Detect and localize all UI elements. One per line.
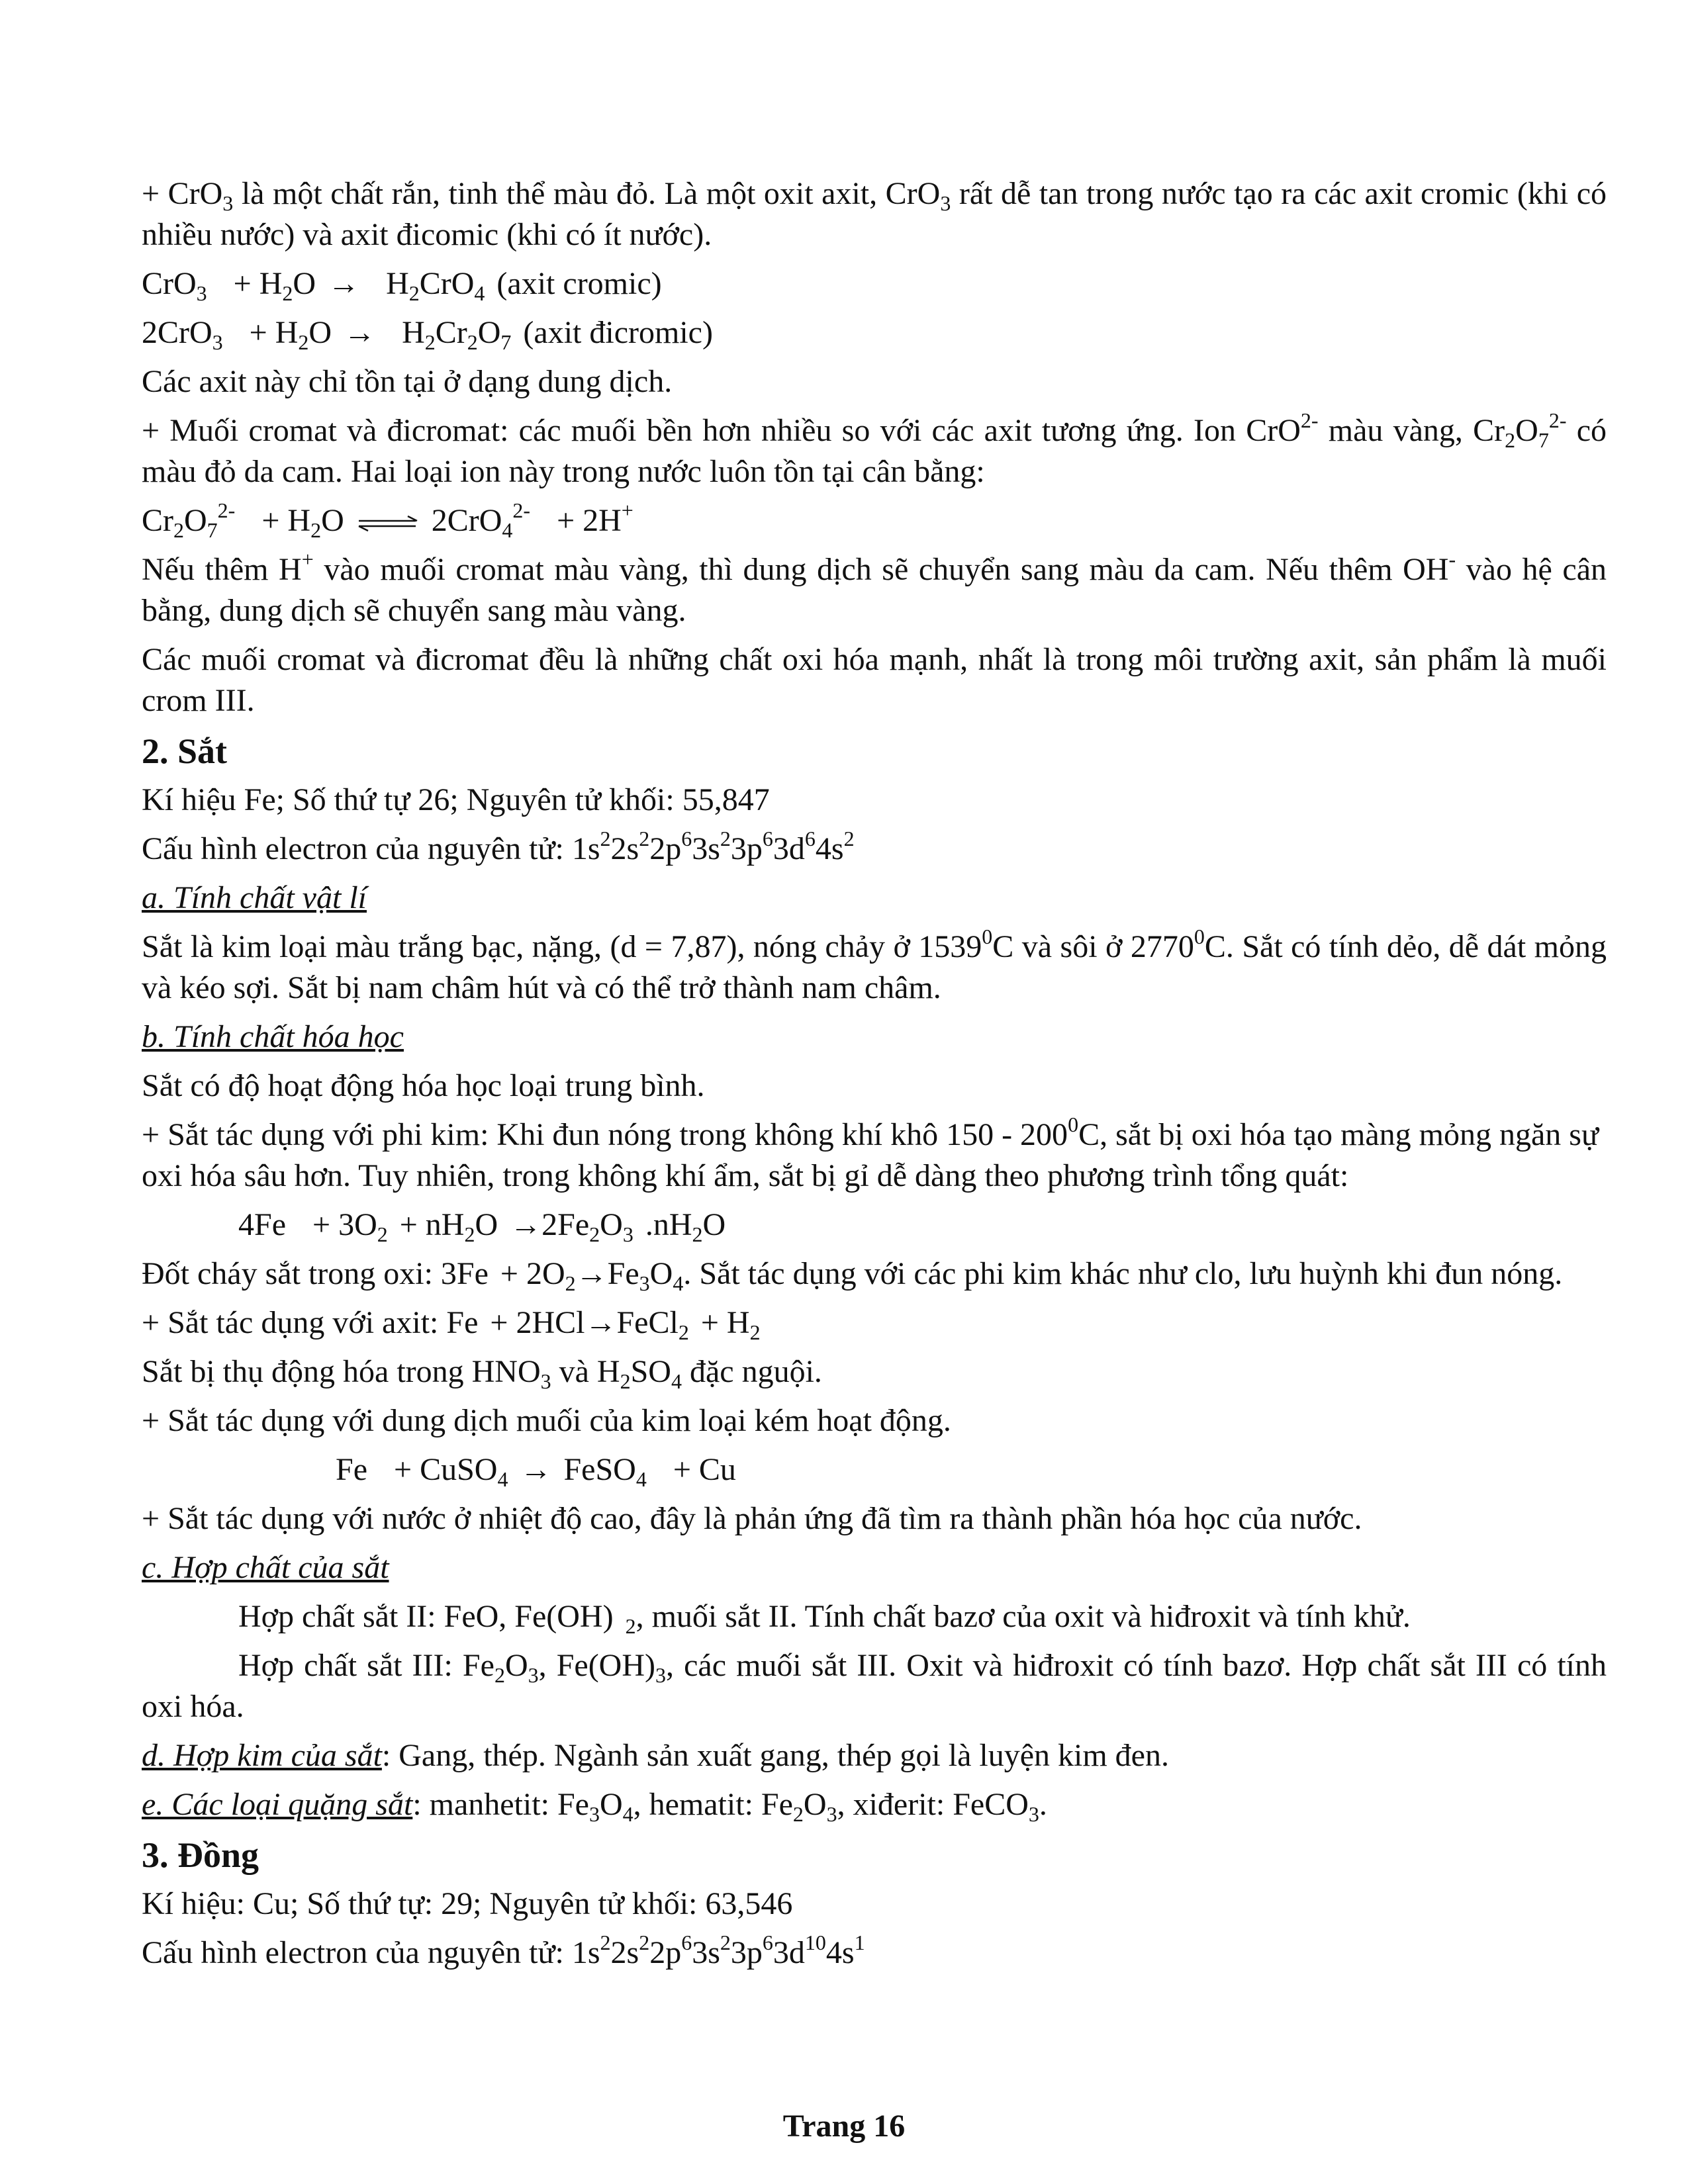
- physical-paragraph: Sắt là kim loại màu trắng bạc, nặng, (d = 7,87), nóng chảy ở 1539$^0$C và sôi ở 2770$^0$C. Sắt có tính dẻo, dễ dát mỏng và kéo sợi. Sắt bị nam châm hút và có thể trở thành nam châm.: [142, 925, 1607, 1005]
- cro3-paragraph: + CrO$_3$ là một chất rắn, tinh thể màu đỏ. Là một oxit axit, CrO$_3$ rất dễ tan trong nước tạo ra các axit cromic (khi có nhiều nước) và axit đicomic (khi có ít nước).: [142, 176, 1607, 252]
- subheading-alloy: d. Hợp kim của sắt: [142, 1738, 382, 1773]
- equilibrium-equation: $Cr_2O_7^{2-} + H_2O$ 2CrO$_4^{2-}$ + 2H+: [142, 498, 633, 542]
- equilibrium-arrow-icon: [356, 515, 420, 532]
- copper-info: Kí hiệu: Cu; Số thứ tự: 29; Nguyên tử khối: 63,546: [142, 1886, 793, 1921]
- subheading-ores: e. Các loại quặng sắt: [142, 1787, 413, 1822]
- oxidizer-paragraph: Các muối cromat và đicromat đều là những chất oxi hóa mạnh, nhất là trong môi trường axit, sản phẩm là muối crom III.: [142, 642, 1607, 718]
- passivation-line: Sắt bị thụ động hóa trong $HNO_3$ và $H_2SO_4$ đặc nguội.: [142, 1354, 822, 1393]
- reaction-arrow-icon: →: [510, 1207, 542, 1242]
- reaction-arrow-icon: →: [520, 1452, 552, 1487]
- iron-ii-compounds: Hợp chất sắt II: FeO, Fe(OH) $_2$, muối sắt II. Tính chất bazơ của oxit và hiđroxit và tính khử.: [238, 1599, 1411, 1638]
- acid-note: Các axit này chỉ tồn tại ở dạng dung dịch.: [142, 364, 673, 399]
- equation-cromic: $CrO_3 + H_2O \to H_2CrO_4$ (axit cromic): [142, 266, 662, 305]
- copper-electron-config: Cấu hình electron của nguyên tử: $1s^22s^22p^63s^23p^63d^{10}4s^1$: [142, 1931, 865, 1970]
- iron-info: Kí hiệu Fe; Số thứ tự 26; Nguyên tử khối: 55,847: [142, 782, 770, 817]
- alloy-line: d. Hợp kim của sắt: Gang, thép. Ngành sản xuất gang, thép gọi là luyện kim đen.: [142, 1738, 1169, 1773]
- subheading-physical: a. Tính chất vật lí: [142, 880, 367, 915]
- document-page: [142, 173, 1607, 1981]
- rust-equation: $4Fe + 3O_2 + nH_2O \to 2Fe_2O_3$ $.nH_2O$: [238, 1207, 726, 1246]
- reaction-arrow-icon: →: [575, 1256, 608, 1291]
- iron-electron-config: Cấu hình electron của nguyên tử: $1s^22s^22p^63s^23p^63d^64s^2$: [142, 827, 855, 866]
- iron-iii-compounds: Hợp chất sắt III: $Fe_2O_3$, $Fe(OH)_3$, các muối sắt III. Oxit và hiđroxit có tính bazơ. Hợp chất sắt III có tính oxi hóa.: [142, 1648, 1607, 1724]
- subheading-compounds: c. Hợp chất của sắt: [142, 1550, 389, 1585]
- section-heading-iron: 2. Sắt: [142, 731, 228, 771]
- chemical-intro: Sắt có độ hoạt động hóa học loại trung bình.: [142, 1068, 705, 1103]
- color-change-paragraph: Nếu thêm H+ vào muối cromat màu vàng, thì dung dịch sẽ chuyển sang màu da cam. Nếu thêm OH- vào hệ cân bằng, dung dịch sẽ chuyển sang màu vàng.: [142, 547, 1607, 628]
- water-reaction-line: + Sắt tác dụng với nước ở nhiệt độ cao, đây là phản ứng đã tìm ra thành phần hóa học của nước.: [142, 1501, 1362, 1536]
- cromat-paragraph: + Muối cromat và đicromat: các muối bền hơn nhiều so với các axit tương ứng. Ion CrO$^{2-}$ màu vàng, $Cr_2O_7^{2-}$ có màu đỏ da cam. Hai loại ion này trong nước luôn tồn tại cân bằng:: [142, 408, 1607, 489]
- acid-reaction: + Sắt tác dụng với axit: Fe + 2HCl→FeCl$_2$ + $H_2$: [142, 1305, 761, 1344]
- salt-reaction-line: + Sắt tác dụng với dung dịch muối của kim loại kém hoạt động.: [142, 1403, 951, 1438]
- ore-line: e. Các loại quặng sắt: manhetit: $Fe_3O_4$, hematit: $Fe_2O_3$, xiđerit: FeCO$_3$.: [142, 1787, 1047, 1826]
- reaction-arrow-icon: →: [585, 1305, 617, 1340]
- copper-sulfate-equation: Fe + CuSO$_4$ → FeSO$_4$ + Cu: [336, 1452, 736, 1491]
- nonmetal-paragraph: + Sắt tác dụng với phi kim: Khi đun nóng trong không khí khô $150 - 200^0C$, sắt bị oxi hóa tạo màng mỏng ngăn sự oxi hóa sâu hơn. Tuy nhiên, trong không khí ẩm, sắt bị gỉ dễ dàng theo phương trình tổng quát:: [142, 1113, 1599, 1193]
- section-heading-copper: 3. Đồng: [142, 1835, 259, 1875]
- subheading-chemical: b. Tính chất hóa học: [142, 1019, 404, 1054]
- reaction-arrow-icon: →: [344, 315, 376, 350]
- reaction-arrow-icon: →: [328, 266, 360, 301]
- burn-paragraph: Đốt cháy sắt trong oxi: $3Fe + 2O_2\to Fe_3O_4$. Sắt tác dụng với các phi kim khác như clo, lưu huỳnh khi đun nóng.: [142, 1256, 1563, 1295]
- equation-dicromic: $2CrO_3 + H_2O \to H_2Cr_2O_7$ (axit đicromic): [142, 315, 713, 354]
- page-number: Trang 16: [782, 2109, 906, 2144]
